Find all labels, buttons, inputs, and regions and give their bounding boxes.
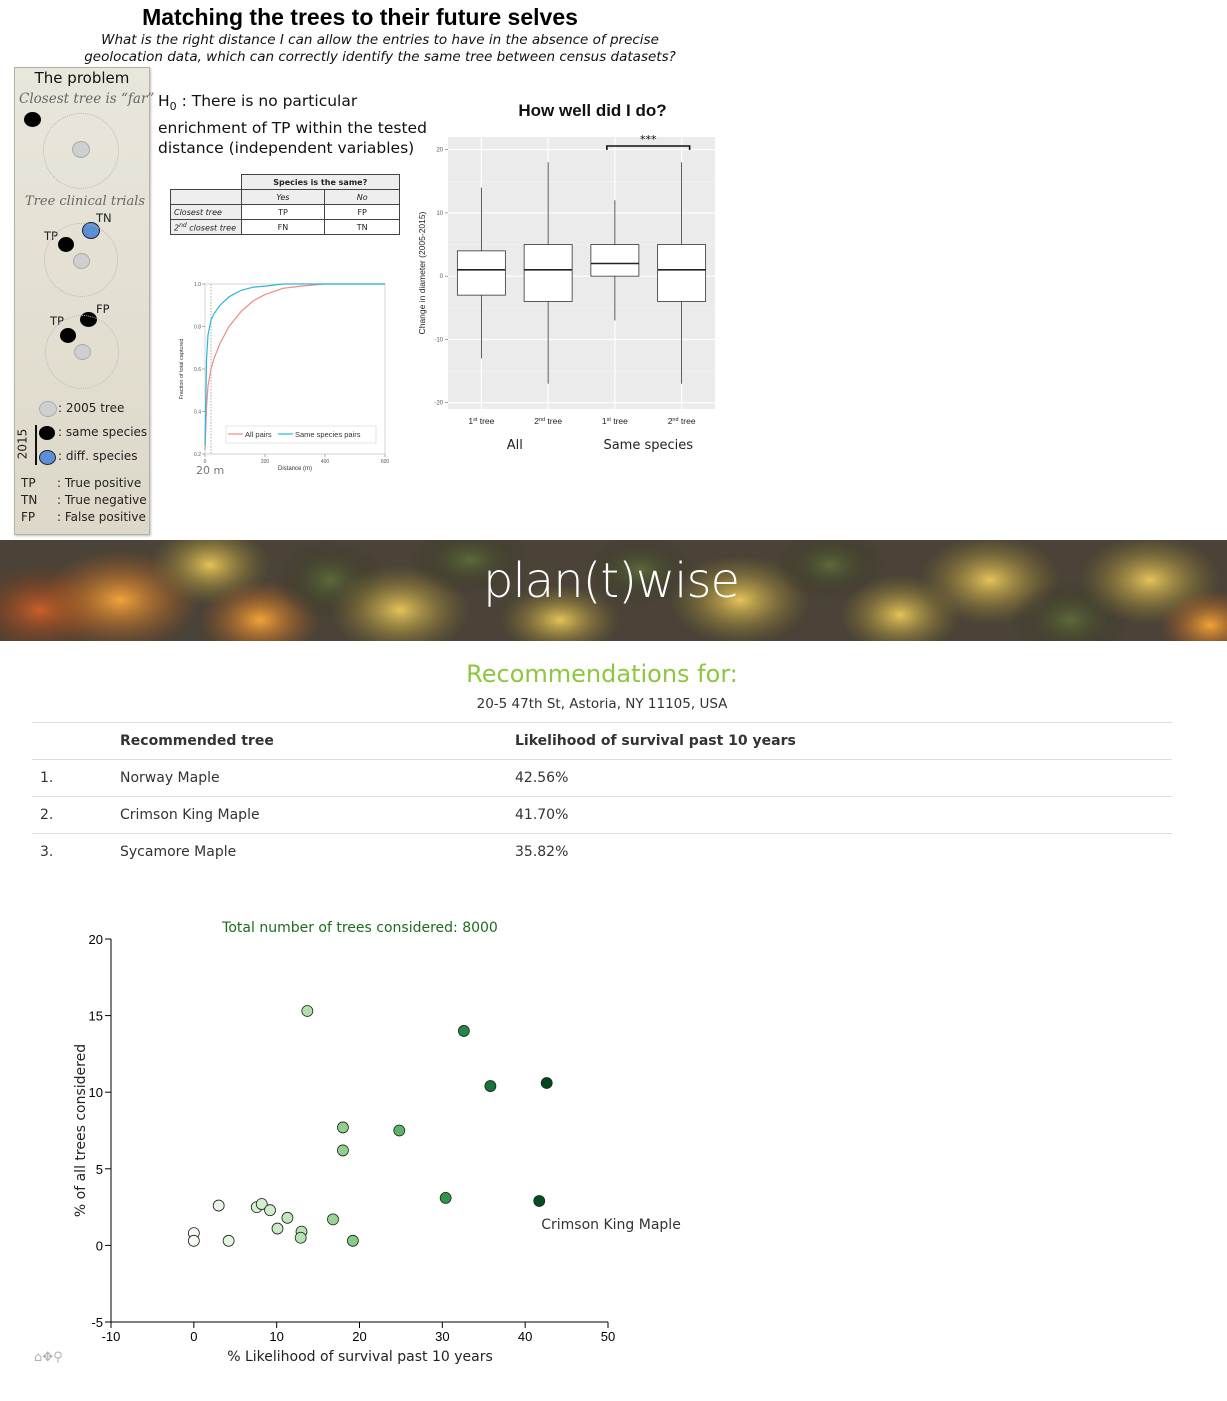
y-tick-label: 1.0 — [194, 282, 201, 288]
x-tick-label: 200 — [260, 459, 270, 465]
second-label-rest: closest tree — [186, 223, 236, 233]
likelihood-cell: 35.82% — [515, 834, 1172, 871]
abbrev-tn-meaning: : True negative — [57, 493, 147, 507]
abbrev-fp: FP — [21, 510, 36, 524]
confusion-header: Species is the same? — [241, 175, 400, 190]
legend-same-species-swatch — [39, 426, 55, 440]
same-species-tree-icon — [24, 112, 41, 127]
group-label: Same species — [603, 438, 694, 453]
x-tick-label: 1st tree — [468, 416, 495, 426]
table-row — [32, 760, 1172, 797]
confusion-cell: TN — [325, 220, 400, 235]
scatter-point — [440, 1192, 451, 1203]
y-tick-label: 15 — [88, 1008, 103, 1024]
poster-title: Matching the trees to their future selves — [142, 4, 578, 30]
scatter-point — [394, 1125, 405, 1136]
y-tick-label: -20 — [434, 400, 443, 407]
closest-far-label: Closest tree is “far” — [19, 91, 155, 107]
year-2015-bracket — [35, 425, 37, 465]
likelihood-cell: 41.70% — [515, 797, 1172, 834]
y-tick-label: 0.6 — [194, 367, 201, 373]
y-axis-title: Change in diameter (2005-2015) — [417, 211, 427, 335]
y-tick-label: -10 — [434, 337, 443, 344]
scatter-point — [282, 1212, 293, 1223]
y-tick-label: 0 — [95, 1238, 103, 1254]
recommendations-title: Recommendations for: — [466, 660, 738, 688]
tp-label: TP — [50, 314, 64, 328]
scatter-point — [337, 1122, 348, 1133]
scatter-point — [223, 1235, 234, 1246]
legend-diff-species-label: : diff. species — [58, 449, 138, 463]
hypothesis-subscript: 0 — [169, 100, 177, 114]
abbrev-tn: TN — [21, 493, 38, 507]
confusion-table — [170, 174, 400, 235]
poster-question: What is the right distance I can allow the entries to have in the absence of precise geolocation data, which can correctly identify the same tree between census datasets? — [84, 32, 676, 65]
likelihood-cell: 42.56% — [515, 760, 1172, 797]
second-label-sup: nd — [179, 221, 187, 229]
point-annotation: Crimson King Maple — [541, 1216, 681, 1233]
y-tick-label: 0.8 — [194, 324, 201, 331]
clinical-trials-label: Tree clinical trials — [25, 194, 146, 209]
pan-icon[interactable]: ✥ — [42, 1350, 54, 1365]
hypothesis-h: H — [158, 92, 170, 110]
table-row — [32, 797, 1172, 834]
x-axis-title: % Likelihood of survival past 10 years — [227, 1349, 493, 1365]
x-tick-label: 1st tree — [601, 416, 628, 426]
x-tick-label: 0 — [190, 1329, 198, 1344]
home-icon[interactable]: ⌂ — [34, 1350, 43, 1365]
group-label: All — [506, 438, 523, 453]
box — [524, 245, 572, 302]
confusion-no: No — [325, 190, 400, 205]
rank-cell: 1. — [32, 760, 120, 797]
scatter-point — [347, 1235, 358, 1246]
tree-cell: Crimson King Maple — [120, 797, 515, 834]
abbrev-tp: TP — [21, 476, 36, 490]
y-axis-title: Fraction of total captured — [179, 338, 185, 400]
scatter-chart — [60, 905, 700, 1375]
y-tick-label: 0.4 — [194, 409, 201, 416]
hypothesis-text — [158, 91, 428, 159]
y-tick-label: 5 — [95, 1161, 103, 1177]
problem-panel — [14, 67, 155, 535]
scatter-point — [272, 1223, 283, 1234]
zoom-icon[interactable]: ⚲ — [53, 1350, 63, 1365]
rank-cell: 3. — [32, 834, 120, 871]
boxplot-chart — [410, 125, 730, 460]
tree-cell: Norway Maple — [120, 760, 515, 797]
table-header-row — [32, 723, 1172, 760]
problem-heading: The problem — [34, 69, 130, 87]
confusion-yes: Yes — [241, 190, 325, 205]
scatter-point — [265, 1205, 276, 1216]
plot-title: Total number of trees considered: 8000 — [222, 920, 498, 936]
confusion-row-closest: Closest tree — [171, 205, 242, 220]
confusion-cell: FN — [241, 220, 325, 235]
box — [658, 245, 706, 302]
x-tick-label: 20 — [352, 1329, 367, 1344]
column-header-tree: Recommended tree — [120, 723, 515, 760]
x-tick-label: 0 — [203, 459, 207, 465]
y-tick-label: 10 — [88, 1085, 103, 1101]
legend-diff-species-swatch — [39, 450, 56, 465]
scatter-point — [302, 1006, 313, 1017]
y-tick-label: -5 — [91, 1315, 103, 1330]
recommendations-table — [32, 722, 1172, 870]
y-tick-label: 20 — [88, 932, 103, 947]
year-2015-label: 2015 — [15, 428, 30, 460]
scatter-point — [534, 1195, 545, 1206]
plot-modebar[interactable] — [34, 1350, 63, 1365]
box — [591, 245, 639, 277]
boxplot-title: How well did I do? — [518, 101, 667, 120]
column-header-rank — [32, 723, 120, 760]
confusion-cell: FP — [325, 205, 400, 220]
scatter-point — [295, 1232, 306, 1243]
hypothesis-body: : There is no particular enrichment of TP within the tested distance (independent variables) — [158, 92, 427, 158]
y-tick-label: 10 — [436, 210, 443, 217]
second-label-num: 2 — [174, 223, 180, 233]
abbrev-fp-meaning: : False positive — [57, 510, 146, 524]
legend-2005-swatch — [39, 401, 57, 417]
x-tick-label: 2nd tree — [667, 416, 696, 426]
legend-label: All pairs — [245, 430, 272, 439]
scatter-point — [458, 1025, 469, 1036]
x-tick-label: 2nd tree — [534, 416, 563, 426]
fp-label: FP — [96, 302, 110, 316]
tree-cell: Sycamore Maple — [120, 834, 515, 871]
recommendations-address: 20-5 47th St, Astoria, NY 11105, USA — [476, 696, 728, 712]
y-tick-label: 0 — [439, 274, 443, 281]
distance-marker-label: 20 m — [196, 464, 225, 477]
column-header-likelihood: Likelihood of survival past 10 years — [515, 723, 1172, 760]
tree-2005-icon — [73, 253, 90, 269]
tree-2005-icon — [74, 344, 91, 360]
x-tick-label: 600 — [380, 459, 390, 465]
x-axis-title: Distance (m) — [277, 466, 313, 472]
tn-label: TN — [96, 211, 112, 225]
x-tick-label: 50 — [600, 1329, 616, 1344]
significance-stars: *** — [640, 133, 657, 146]
box — [457, 251, 505, 295]
x-tick-label: -10 — [101, 1329, 121, 1344]
tree-2005-icon — [72, 141, 90, 158]
scatter-point — [188, 1235, 199, 1246]
y-tick-label: 20 — [436, 147, 443, 154]
cdf-chart — [170, 276, 400, 482]
scatter-point — [541, 1078, 552, 1089]
scatter-point — [485, 1081, 496, 1092]
x-tick-label: 10 — [269, 1329, 284, 1344]
x-tick-label: 400 — [320, 459, 330, 465]
scatter-point — [337, 1145, 348, 1156]
confusion-row-second — [171, 220, 242, 235]
abbrev-tp-meaning: : True positive — [57, 476, 142, 490]
legend-same-species-label: : same species — [58, 425, 148, 439]
y-tick-label: 0.2 — [194, 452, 201, 458]
y-axis-title: % of all trees considered — [73, 1043, 89, 1218]
scatter-point — [327, 1214, 338, 1225]
brand-logo[interactable]: plan(t)wise — [483, 553, 740, 609]
confusion-cell: TP — [241, 205, 325, 220]
table-row — [32, 834, 1172, 871]
tp-label: TP — [44, 229, 58, 243]
legend-2005-label: : 2005 tree — [58, 401, 125, 415]
scatter-point — [213, 1200, 224, 1211]
x-tick-label: 30 — [435, 1329, 450, 1344]
x-tick-label: 40 — [517, 1329, 533, 1344]
rank-cell: 2. — [32, 797, 120, 834]
legend-label: Same species pairs — [295, 430, 361, 439]
